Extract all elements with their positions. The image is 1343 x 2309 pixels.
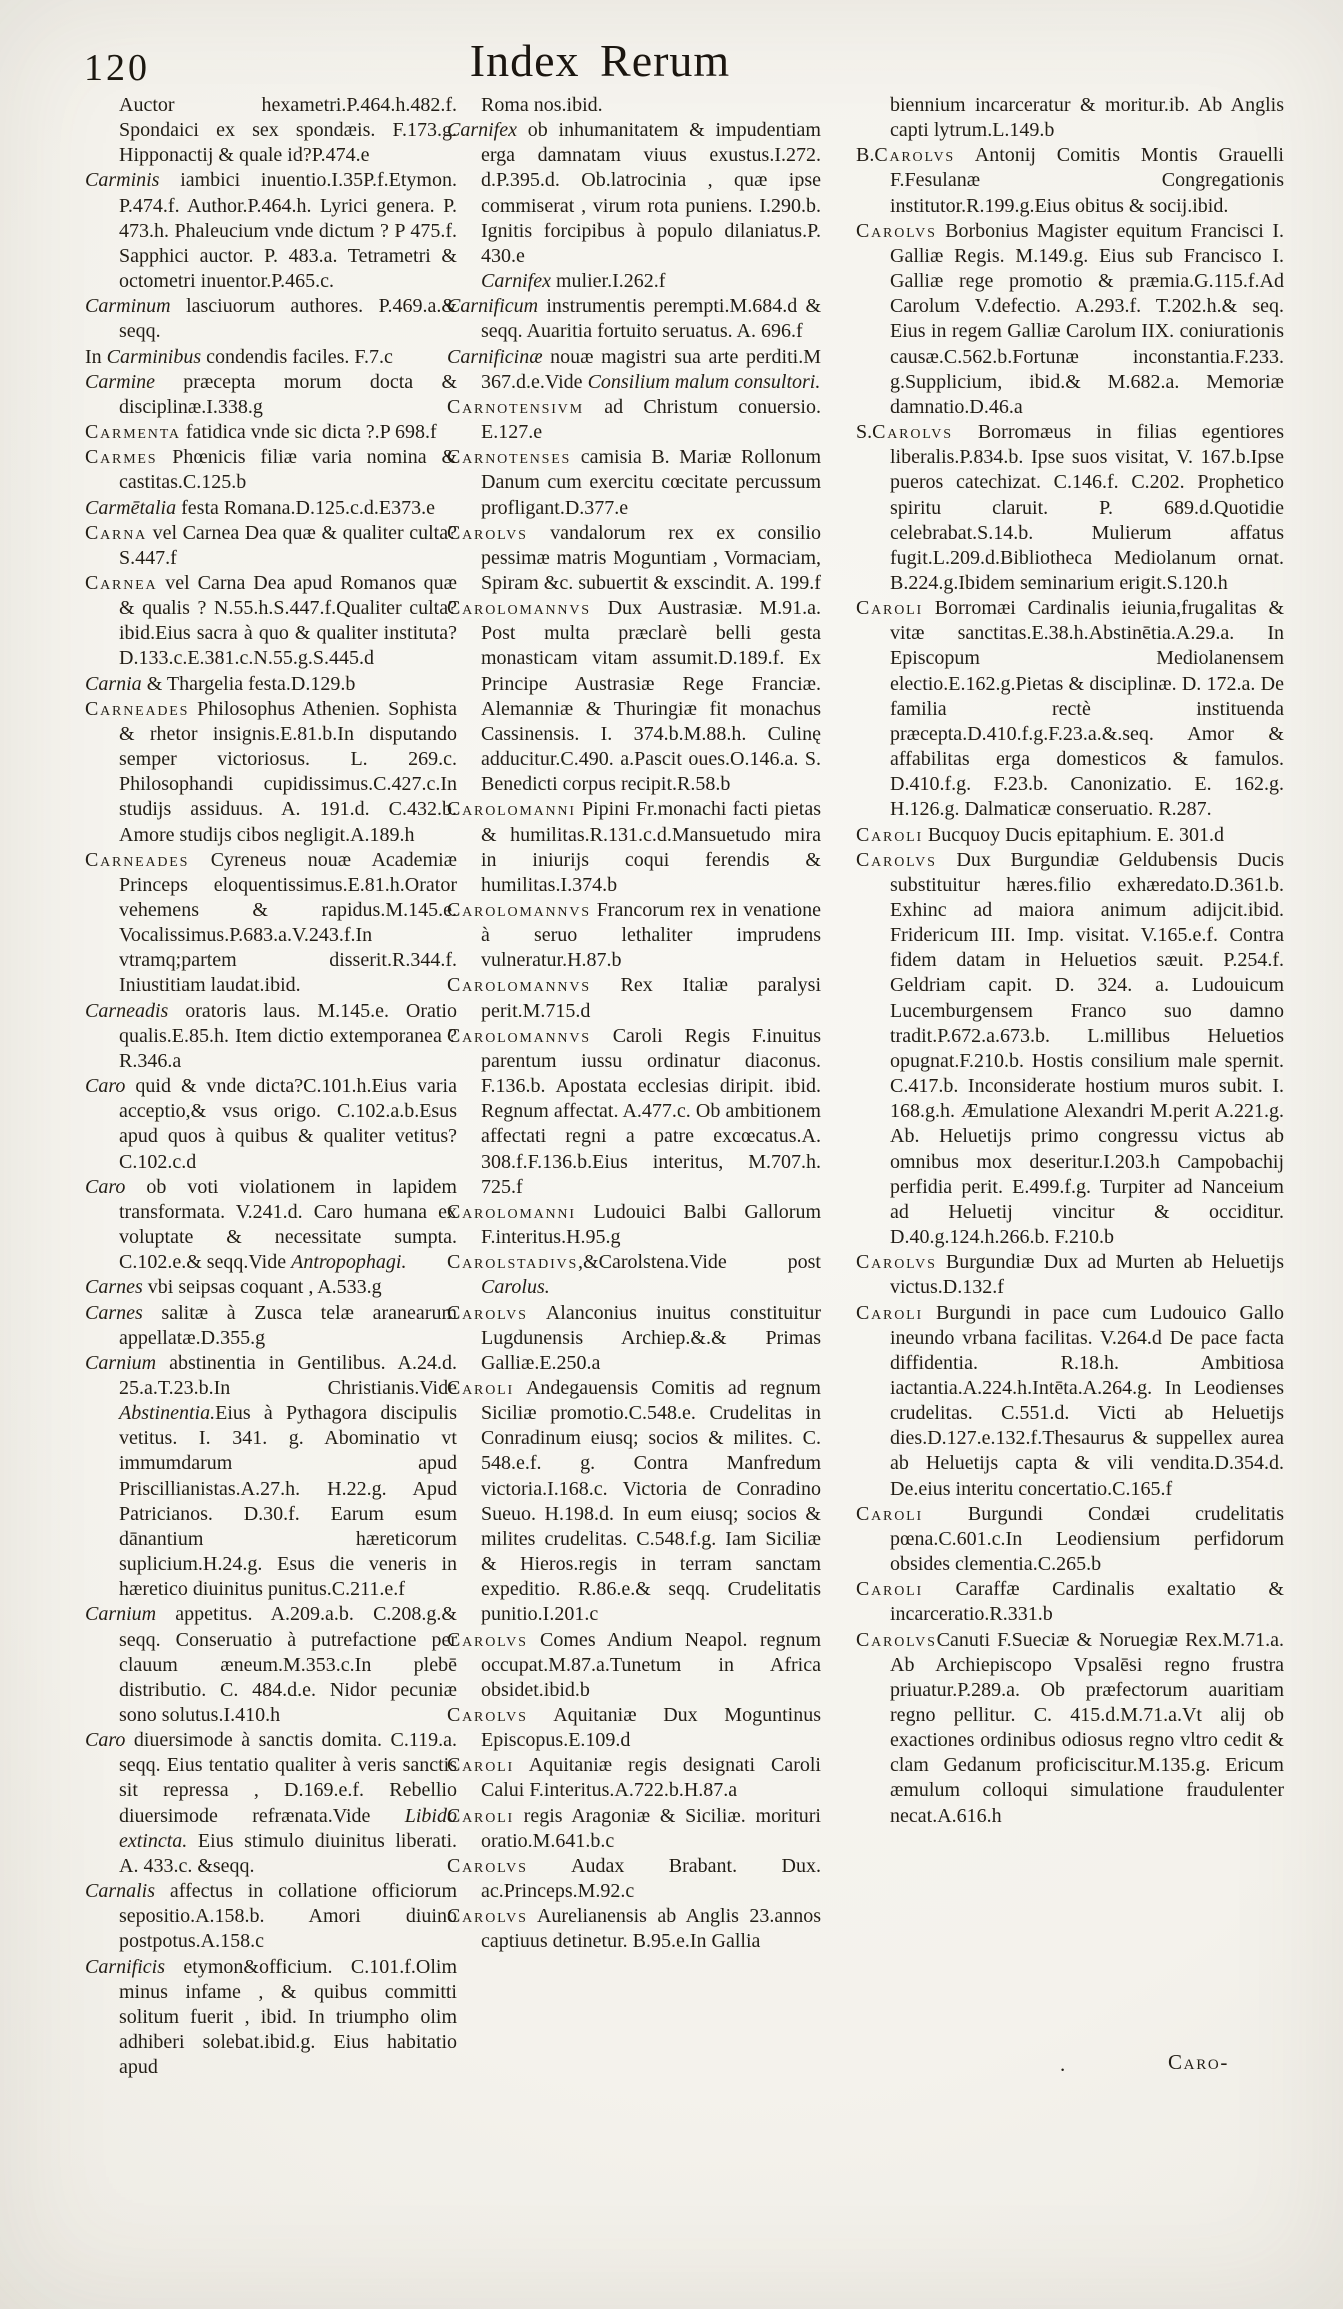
index-entry xyxy=(85,1351,457,1603)
entry-segment: Carnificinæ xyxy=(447,345,543,368)
index-entry xyxy=(447,898,821,973)
index-entry xyxy=(856,1628,1284,1829)
entry-segment: Carna xyxy=(85,521,148,544)
index-entry xyxy=(85,420,457,445)
entry-segment: Borromæi Cardinalis ieiunia,frugalitas & vitæ sanctitas.E.38.h.Abstinētia.A.29.a. In Episcopum Mediolanensem electio.E.162.g.Pietas & disciplinæ. D. 172.a. De familia rectè instituenda præcepta.D.410.f.g.F.23.a.&.seq. Amor & affabilitas erga domesticos & famulos. D.410.f.g. F.23.b. Canonizatio. E. 162.g. H.126.g. Dalmaticæ conseruatio. R.287. xyxy=(890,597,1284,821)
entry-segment: Carolus. xyxy=(481,1276,550,1299)
entry-segment: festa Romana.D.125.c.d.E373.e xyxy=(176,496,435,519)
entry-segment: affectus in collatione officiorum sepositio.A.158.b. Amori diuino postpotus.A.158.c xyxy=(119,1880,457,1953)
entry-segment: Borromæus in filias egentiores liberalis.P.834.b. Ipse suos visitat, V. 167.b.Ipse pueros catechizat. C.146.f. C.202. Prophetico spiritu claruit. P. 689.d.Quotidie celebrabat.S.14.b. Mulierum affatus fugit.L.209.d.Bibliotheca Mediolanum ornat. B.224.g.Ibidem seminarium erigit.S.120.h xyxy=(890,421,1284,594)
index-entry xyxy=(447,797,821,898)
entry-segment: Caraffæ Cardinalis exaltatio & incarceratio.R.331.b xyxy=(890,1578,1284,1626)
entry-segment: Auctor hexametri.P.464.h.482.f. Spondaici ex sex spondæis. F.173.g. Hipponactij & quale id?P.474.e xyxy=(119,94,457,167)
entry-segment: Borbonius Magister equitum Francisci I. Galliæ Regis. M.149.g. Eius sub Francisco I. Galliæ rege promotio & præmia.G.115.f.Ad Carolum V.defectio. A.293.f. T.202.h.& seq. Eius in regem Galliæ Carolum IIX. coniurationis causæ.C.562.b.Fortunæ inconstantia.F.233. g.Supplicium, ibid.& M.682.a. Memoriæ damnatio.D.46.a xyxy=(890,219,1284,418)
entry-segment: vel Carnea Dea quæ & qualiter culta?S.447.f xyxy=(119,521,457,569)
entry-segment: Carnifex xyxy=(447,119,517,142)
entry-segment: Carolvs xyxy=(856,1628,937,1651)
index-entry xyxy=(856,1577,1284,1627)
entry-segment: Carnea xyxy=(85,571,158,594)
index-entry xyxy=(85,168,457,294)
entry-segment: vbi seipsas coquant , A.533.g xyxy=(142,1276,382,1299)
entry-segment: biennium incarceratur & moritur.ib. Ab Anglis capti lytrum.L.149.b xyxy=(890,94,1284,142)
index-entry xyxy=(447,1628,821,1703)
index-entry xyxy=(447,1024,821,1200)
entry-segment: Antropophagi. xyxy=(291,1251,407,1274)
entry-segment: Carolomannvs xyxy=(447,974,591,997)
index-entry xyxy=(85,521,457,571)
index-entry xyxy=(856,93,1284,143)
entry-segment: Carolvs xyxy=(872,421,953,444)
entry-segment: Carminis xyxy=(85,169,160,192)
index-entry xyxy=(85,496,457,521)
index-entry xyxy=(447,1703,821,1753)
index-entry xyxy=(447,1301,821,1376)
entry-segment: Carmes xyxy=(85,446,158,469)
entry-segment: fatidica vnde sic dicta ?.P 698.f xyxy=(180,421,437,444)
entry-segment: Dux Austrasiæ. M.91.a. Post multa præclarè belli gesta monasticam vitam assumit.D.189.f. Ex Principe Austrasiæ Rege Franciæ. Alemanniæ & Thuringiæ fit monachus Cassinensis. I. 374.b.M.88.h. Culinę adducitur.C.490. a.Pascit oues.O.146.a. S. Benedicti corpus recipit.R.58.b xyxy=(481,597,821,796)
entry-segment: Burgundiæ Dux ad Murten ab Heluetijs victus.D.132.f xyxy=(890,1251,1284,1299)
entry-segment: Antonij Comitis Montis Grauelli F.Fesulanæ Congregationis institutor.R.199.g.Eius obitus & socij.ibid. xyxy=(890,144,1284,217)
running-title: Index Rerum xyxy=(469,35,731,86)
entry-segment: Carnotensivm xyxy=(447,395,584,418)
entry-segment: Carnotenses xyxy=(447,446,572,469)
entry-segment: iambici inuentio.I.35P.f.Etymon. P.474.f. Author.P.464.h. Lyrici genera. P. 473.h. Phaleucium vnde dictum ? P 475.f. Sapphici auctor. P. 483.a. Tetrametri & octometri inuentor.P.465.c. xyxy=(119,169,457,293)
entry-segment: nouæ magistri sua arte perditi.M 367.d.e.Vide xyxy=(481,345,821,393)
index-entry xyxy=(85,1602,457,1728)
entry-segment: Canuti F.Sueciæ & Noruegiæ Rex.M.71.a. Ab Archiepiscopo Vpsalēsi regno frustra priuatur.P.289.a. Ob præfectorum auaritiam regno pellitur. C. 415.d.M.71.a.Vt alij ob exactiones ordinibus odiosus regno vltro cedit & clam Gedanum proficiscitur.M.135.g. Ericum æmulum colloqui simulatione fraudulenter necat.A.616.h xyxy=(890,1628,1284,1827)
entry-segment: Francorum rex in venatione à seruo lethaliter imprudens vulneratur.H.87.b xyxy=(481,899,821,972)
page-number: 120 xyxy=(84,47,150,89)
entry-segment: Carolvs xyxy=(447,1301,528,1324)
entry-segment: Caro xyxy=(85,1729,126,1752)
entry-segment: Phœnicis filiæ varia nomina & castitas.C.125.b xyxy=(119,446,457,494)
entry-segment: S. xyxy=(856,421,873,444)
index-entry xyxy=(856,823,1284,848)
entry-segment: Carolomannvs xyxy=(447,597,591,620)
index-entry xyxy=(856,848,1284,1251)
entry-segment: Bucquoy Ducis epitaphium. E. 301.d xyxy=(922,823,1224,846)
entry-segment: Eius stimulo diuinitus liberati. A. 433.c. &seqq. xyxy=(119,1829,457,1877)
index-entry xyxy=(85,1175,457,1276)
entry-segment: Carmētalia xyxy=(85,496,177,519)
entry-segment: Carnificum xyxy=(447,295,539,318)
entry-segment: Aquitaniæ regis designati Caroli Calui F.interitus.A.722.b.H.87.a xyxy=(481,1754,821,1802)
entry-segment: Caroli xyxy=(856,1578,923,1601)
index-entry xyxy=(856,219,1284,420)
entry-segment: Carolomanni xyxy=(447,1200,576,1223)
entry-segment: Carmine xyxy=(85,370,155,393)
entry-segment: Carolvs xyxy=(447,1905,528,1928)
entry-segment: instrumentis perempti.M.684.d & seqq. Auaritia fortuito seruatus. A. 696.f xyxy=(481,295,821,343)
index-column-3 xyxy=(856,93,1284,1829)
index-column-2 xyxy=(447,93,821,1955)
index-entry xyxy=(85,571,457,672)
entry-segment: Carnifex xyxy=(481,270,551,293)
entry-segment: salitæ à Zusca telæ aranearum appellatæ.D.355.g xyxy=(119,1301,457,1349)
entry-segment: Roma nos.ibid. xyxy=(481,94,603,116)
entry-segment: Aurelianensis ab Anglis 23.annos captiuus detinetur. B.95.e.In Gallia xyxy=(481,1905,821,1953)
index-entry xyxy=(447,973,821,1023)
entry-segment: Carnes xyxy=(85,1276,143,1299)
catchword-dot: . xyxy=(1060,2052,1066,2076)
entry-segment: Carnalis xyxy=(85,1880,156,1903)
entry-segment: Carolomannvs xyxy=(447,899,591,921)
entry-segment: Carolvs xyxy=(447,521,528,544)
index-entry xyxy=(85,1879,457,1954)
entry-segment: Burgundi Condæi crudelitatis pœna.C.601.c.In Leodiensium perfidorum obsides clementia.C.265.b xyxy=(890,1502,1284,1576)
entry-segment: Carolomannvs xyxy=(447,1024,591,1047)
entry-segment: Carolvs xyxy=(856,848,937,871)
entry-segment: vel Carna Dea apud Romanos quæ & qualis ? N.55.h.S.447.f.Qualiter culta?ibid.Eius sacra à quo & qualiter instituta?D.133.c.E.381.c.N.55.g.S.445.d xyxy=(119,571,457,670)
entry-segment: Carolomanni xyxy=(447,798,576,821)
entry-segment: Caroli xyxy=(856,597,923,620)
entry-segment: Abstinentia. xyxy=(119,1402,216,1425)
index-entry xyxy=(447,1376,821,1628)
entry-segment: Dux Burgundiæ Geldubensis Ducis substituitur hæres.filio exhæredato.D.361.b. Exhinc ad maiora animum adijcit.ibid. Fridericum III. Imp. visitat. V.165.e.f. Contra fidem datam in Heluetios sæuit. P.254.f. Geldriam capit. D. 324. a. Ludouicum Lucemburgensem Franco suo damno tradit.P.672.a.673.b. L.millibus Heluetios opugnat.F.210.b. Hostis consilium male spernit. C.417.b. Inconsiderate hostium muros subit. I. 168.g.h. Æmulatione Alexandri M.perit A.221.g. Ab. Heluetijs primo congressu victus ab omnibus mox deseritur.I.203.h Campobachij perfidia perit. E.499.f.g. Turpiter ad Nanceium ad Heluetij vincitur & occiditur. D.40.g.124.h.266.b. F.210.b xyxy=(890,848,1284,1249)
entry-segment: diuersimode à sanctis domita. C.119.a. seqq. Eius tentatio qualiter à veris sanctis sit repressa , D.169.e.f. Rebellio diuersimode refrænata.Vide xyxy=(119,1729,457,1827)
entry-segment: Carolvs xyxy=(874,144,956,167)
entry-segment: Carnium xyxy=(85,1351,157,1374)
entry-segment: etymon&officium. C.101.f.Olim minus infame , & quibus committi solitum fuerit , ibid. In triumpho olim adhiberi solebat.ibid.g. Eius habitatio apud xyxy=(119,1955,457,2079)
entry-segment: Caroli xyxy=(856,1502,923,1525)
entry-segment: appetitus. A.209.a.b. C.208.g.& seqq. Conseruatio à putrefactione per clauum æneum.M.353.c.In plebē distributio. C. 484.d.e. Nidor pecuniæ sono solutus.I.410.h xyxy=(119,1603,457,1726)
entry-segment: Philosophus Athenien. Sophista & rhetor insignis.E.81.b.In disputando semper victoriosus. L. 269.c. Philosophandi cupidissimus.C.427.c.In studijs assiduus. A. 191.d. C.432.b. Amore studijs cibos negligit.A.189.h xyxy=(119,697,457,846)
index-column-1 xyxy=(85,93,457,2080)
index-entry xyxy=(856,1250,1284,1300)
entry-segment: abstinentia in Gentilibus. A.24.d. 25.a.T.23.b.In Christianis.Vide xyxy=(119,1351,457,1399)
index-entry xyxy=(447,345,821,395)
index-entry xyxy=(85,294,457,344)
index-entry xyxy=(85,999,457,1074)
entry-segment: Cyreneus nouæ Academiæ Princeps eloquentissimus.E.81.h.Orator vehemens & rapidus.M.145.e. Vocalissimus.P.683.a.V.243.f.In vtramq;partem disserit.R.344.f. Iniustitiam laudat.ibid. xyxy=(119,848,457,997)
entry-segment: Carnificis xyxy=(85,1955,166,1978)
entry-segment: Carminum xyxy=(85,295,171,318)
entry-segment: Caroli xyxy=(856,1301,923,1324)
catchword: Caro- xyxy=(1168,2050,1230,2074)
entry-segment: Caroli xyxy=(447,1754,514,1777)
index-entry xyxy=(856,1502,1284,1577)
entry-segment: Caroli Regis F.inuitus parentum iussu ordinatur diaconus. F.136.b. Apostata ecclesias diripit. ibid. Regnum affectat. A.477.c. Ob ambitionem affectati regni a patre excœcatus.A. 308.f.F.136.b.Eius interitus, M.707.h. 725.f xyxy=(481,1024,821,1198)
entry-segment: Carolvs xyxy=(447,1628,528,1651)
index-entry xyxy=(85,848,457,999)
entry-segment: quid & vnde dicta?C.101.h.Eius varia acceptio,& vsus origo. C.102.a.b.Esus apud quos à quibus & qualiter vetitus? C.102.c.d xyxy=(119,1075,457,1173)
entry-segment: Libido extincta. xyxy=(119,1804,457,1852)
entry-segment: Ludouici Balbi Gallorum F.interitus.H.95.g xyxy=(481,1200,821,1249)
entry-segment: Comes Andium Neapol. regnum occupat.M.87.a.Tunetum in Africa obsidet.ibid.b xyxy=(481,1628,821,1701)
entry-segment: B. xyxy=(856,144,875,167)
index-entry xyxy=(856,1301,1284,1502)
entry-segment: Carnium xyxy=(85,1603,157,1626)
index-entry xyxy=(447,521,821,596)
entry-segment: Carmenta xyxy=(85,421,181,444)
entry-segment: ob voti violationem in lapidem transformata. V.241.d. Caro humana ex voluptate & necessitate sumpta. C.102.e.& seqq.Vide xyxy=(119,1175,457,1274)
entry-segment: Carnes xyxy=(85,1301,143,1324)
entry-segment: Carneadis xyxy=(85,999,169,1022)
entry-segment: Carminibus xyxy=(106,345,202,368)
index-entry xyxy=(85,370,457,420)
index-entry xyxy=(85,1275,457,1300)
entry-segment: Carneades xyxy=(85,848,190,871)
entry-segment: mulier.I.262.f xyxy=(551,270,666,293)
entry-segment: & Thargelia festa.D.129.b xyxy=(141,672,356,695)
index-entry xyxy=(447,1250,821,1300)
index-entry xyxy=(447,1854,821,1904)
index-entry xyxy=(85,1955,457,2081)
entry-segment: Andegauensis Comitis ad regnum Siciliæ promotio.C.548.e. Crudelitas in Conradinum eiusq; socios & milites. C. 548.e.f. g. Contra Manfredum victoria.I.168.c. Victoria de Conradino Sueuo. H.198.d. In eum eiusq; socios & milites crudelitas. C.548.f.g. Iam Siciliæ & Hieros.regis in terram sanctam expeditio. R.86.e.& seqq. Crudelitatis punitio.I.201.c xyxy=(481,1376,821,1626)
entry-segment: ,&Carolstena.Vide post xyxy=(578,1251,821,1274)
entry-segment: oratoris laus. M.145.e. Oratio qualis.E.85.h. Item dictio extemporanea ? R.346.a xyxy=(119,999,457,1072)
index-entry xyxy=(447,1904,821,1954)
index-entry xyxy=(447,445,821,520)
entry-segment: Pipini Fr.monachi facti pietas & humilitas.R.131.c.d.Mansuetudo mira in iniurijs coqui ferendis & humilitas.I.374.b xyxy=(481,798,821,896)
entry-segment: regis Aragoniæ & Siciliæ. morituri oratio.M.641.b.c xyxy=(481,1804,821,1852)
index-entry xyxy=(447,596,821,797)
index-entry xyxy=(856,596,1284,822)
entry-segment: Carnia xyxy=(85,672,142,695)
index-entry xyxy=(85,1728,457,1879)
index-entry xyxy=(447,1200,821,1250)
index-entry xyxy=(856,143,1284,218)
index-entry xyxy=(447,1753,821,1803)
index-entry xyxy=(85,1301,457,1351)
entry-segment: Carolvs xyxy=(447,1854,528,1877)
entry-segment: lasciuorum authores. P.469.a.& seqq. xyxy=(119,295,457,343)
entry-segment: Caroli xyxy=(856,823,923,846)
entry-segment: Carolvs xyxy=(856,219,937,242)
index-entry xyxy=(85,345,457,370)
entry-segment: Burgundi in pace cum Ludouico Gallo ineundo vrbana facilitas. V.264.d De pace facta diffidentia. R.18.h. Ambitiosa iactantia.A.224.h.Intēta.A.264.g. In Leodienses crudelitas. C.551.d. Victi ab Heluetijs dies.D.127.e.132.f.Thesaurus & suppellex aurea ab Heluetijs capta & vili vendita.D.354.d. De.eius interitu concertatio.C.165.f xyxy=(890,1301,1284,1500)
entry-segment: condendis faciles. F.7.c xyxy=(201,345,393,368)
entry-segment: præcepta morum docta & disciplinæ.I.338.g xyxy=(119,370,457,418)
index-entry xyxy=(856,420,1284,596)
entry-segment: Audax Brabant. Dux. ac.Princeps.M.92.c xyxy=(481,1854,821,1903)
index-entry xyxy=(447,118,821,269)
entry-segment: In xyxy=(85,345,107,368)
entry-segment: Caro xyxy=(85,1075,126,1098)
entry-segment: Caroli xyxy=(447,1804,514,1827)
entry-segment: vandalorum rex ex consilio pessimæ matris Moguntiam , Vormaciam, Spiram &c. subuertit & exscindit. A. 199.f xyxy=(481,521,821,594)
entry-segment: Consilium malum consultori. xyxy=(587,370,821,393)
index-entry xyxy=(447,294,821,344)
entry-segment: Aquitaniæ Dux Moguntinus Episcopus.E.109.d xyxy=(481,1704,821,1752)
entry-segment: Rex Italiæ paralysi perit.M.715.d xyxy=(481,974,821,1022)
index-entry xyxy=(447,395,821,445)
index-entry xyxy=(447,269,821,294)
entry-segment: ad Christum conuersio. E.127.e xyxy=(481,395,821,444)
entry-segment: Carneades xyxy=(85,697,190,720)
entry-segment: Alanconius inuitus constituitur Lugdunensis Archiep.&.& Primas Galliæ.E.250.a xyxy=(481,1301,821,1374)
index-entry xyxy=(85,93,457,168)
entry-segment: ob inhumanitatem & impudentiam erga damnatam viuus exustus.I.272. d.P.395.d. Ob.latrocinia , quæ ipse commiserat , virum rota puniens. I.290.b. Ignitis forcipibus à populo dilaniatus.P. 430.e xyxy=(481,119,821,267)
index-entry xyxy=(447,93,821,118)
entry-segment: Carolstadivs xyxy=(447,1251,579,1274)
entry-segment: camisia B. Mariæ Rollonum Danum cum exercitu cœcitate percussum profligant.D.377.e xyxy=(481,446,821,519)
entry-segment: Carolvs xyxy=(447,1704,528,1726)
entry-segment: Carolvs xyxy=(856,1251,937,1274)
index-entry xyxy=(85,445,457,495)
index-entry xyxy=(85,697,457,848)
entry-segment: Caro xyxy=(85,1175,126,1198)
index-entry xyxy=(85,672,457,697)
index-entry xyxy=(447,1804,821,1854)
entry-segment: Eius à Pythagora discipulis vetitus. I. 341. g. Abominatio vt immumdarum apud Priscillianistas.A.27.h. H.22.g. Apud Patricianos. D.30.f. Earum esum dānantium hæreticorum suplicium.H.24.g. Esus die veneris in hæretico diuinitus punitus.C.211.e.f xyxy=(119,1402,457,1601)
index-entry xyxy=(85,1074,457,1175)
entry-segment: Caroli xyxy=(447,1376,514,1399)
